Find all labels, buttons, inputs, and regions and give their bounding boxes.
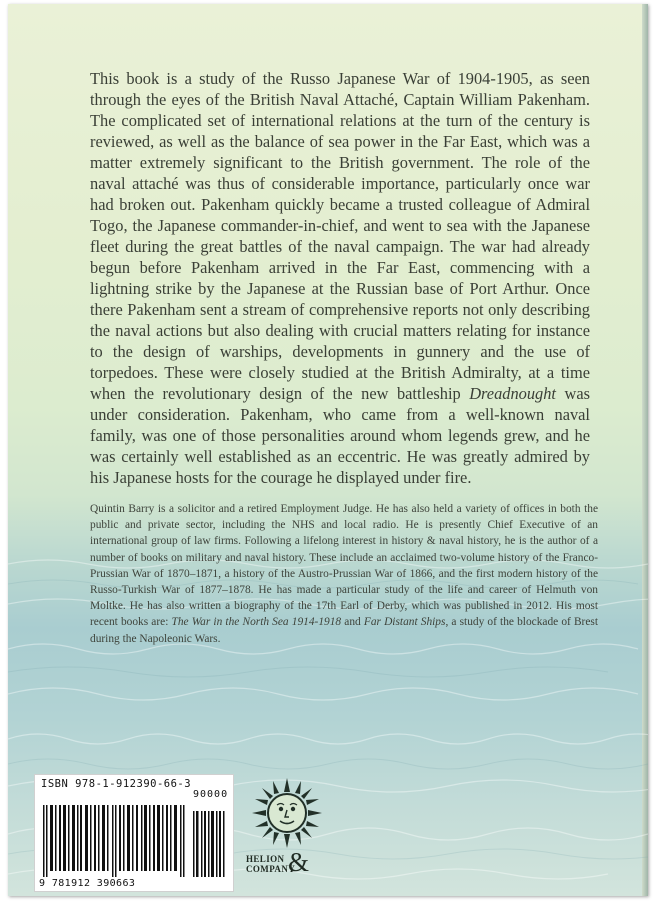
book-title-1: The War in the North Sea 1914-1918	[171, 616, 342, 629]
description-part-2: was under consideration. Pakenham, who came from a well-known naval family, was one of those personalities around whom legends grew, and he was certainly well established as an eccentric. He was greatly admired by his Japanese hosts for the courage he displayed under fire.	[90, 384, 590, 487]
author-biography	[90, 501, 598, 647]
book-title-2: Far Distant Ships	[363, 616, 446, 629]
price-code: 90000	[193, 789, 229, 800]
isbn-label: ISBN 978-1-912390-66-3	[41, 778, 192, 790]
sun-emblem-logo-icon	[252, 778, 322, 848]
isbn-barcode	[34, 774, 234, 892]
bio-text-2: , a study of the blockade of Brest during the Napoleonic Wars.	[90, 616, 598, 645]
publisher-ampersand: &	[288, 847, 310, 877]
author-name: Quintin Barry	[90, 503, 155, 515]
addon-barcode-bars-icon	[193, 805, 227, 877]
publisher-name-line2: COMPANY	[246, 864, 296, 874]
bio-and: and	[344, 616, 361, 629]
barcode-digits: 9 781912 390663	[39, 878, 136, 889]
description-part-1: This book is a study of the Russo Japanese War of 1904-1905, as seen through the eyes of the British Naval Attaché, Captain William Pakenham. The complicated set of international relations at the turn of the century is reviewed, as well as the balance of sea power in the Far East, which was a matter extremely significant to the British government. The role of the naval attaché was thus of considerable importance, particularly once war had broken out. Pakenham quickly became a trusted colleague of Admiral Togo, the Japanese commander-in-chief, and went to sea with the Japanese fleet during the great battles of the naval campaign. The war had already begun before Pakenham arrived in the Far East, commencing with a lightning strike by the Japanese at the Russian base of Port Arthur. Once there Pakenham sent a stream of comprehensive reports not only describing the naval actions but also dealing with crucial matters relating for instance to the design of warships, developments in gunnery and the use of torpedoes. These were closely studied at the British Admiralty, at a time when the revolutionary design of the new battleship	[90, 69, 590, 403]
book-back-cover	[8, 4, 648, 896]
ship-name: Dreadnought	[469, 384, 556, 403]
publisher-logo	[246, 847, 310, 877]
publisher-name-line1: HELION	[246, 854, 285, 864]
book-description	[90, 68, 590, 488]
barcode-bars-icon	[43, 805, 187, 877]
bio-text-1: is a solicitor and a retired Employment Judge. He has also held a variety of offices in both the public and private sector, including the NHS and local radio. He is presently Chief Executive of an international group of law firms. Following a lifelong interest in history & naval history, he is the author of a number of books on military and naval history. These include an acclaimed two-volume history of the Franco-Prussian War of 1870–1871, a history of the Austro-Prussian War of 1866, and the first modern history of the Russo-Turkish War of 1877–1878. He has made a particular study of the life and career of Helmuth von Moltke. He has also written a biography of the 17th Earl of Derby, which was published in 2012. His most recent books are:	[90, 503, 598, 629]
